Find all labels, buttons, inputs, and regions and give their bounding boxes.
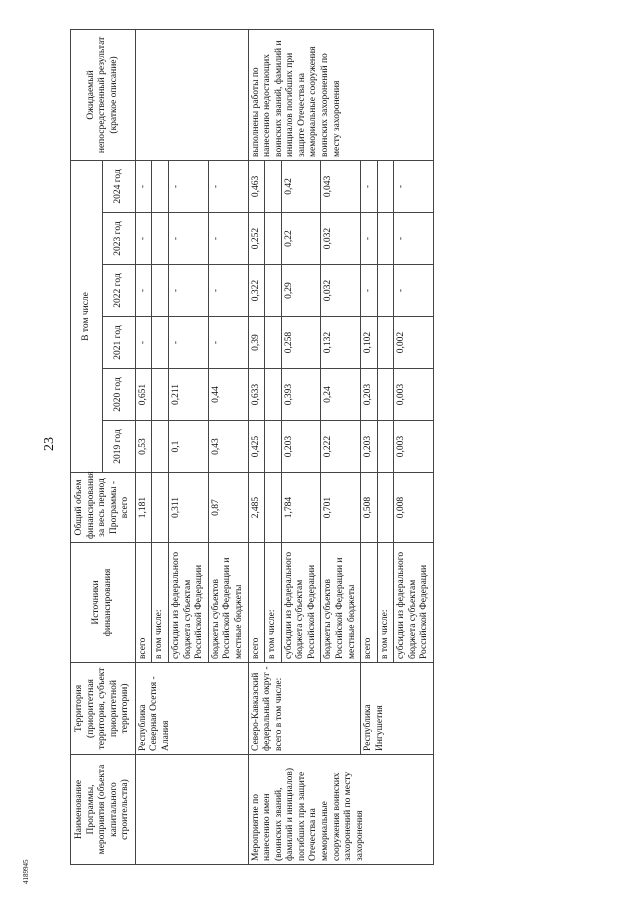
year-value [377, 369, 394, 421]
header-year: 2024 год [103, 160, 135, 212]
source-cell: в том числе: [265, 543, 282, 663]
total-cell [265, 473, 282, 543]
year-value [152, 213, 169, 265]
source-cell: всего [248, 543, 265, 663]
source-cell: всего [135, 543, 152, 663]
total-cell: 0,701 [321, 473, 361, 543]
year-value: 0,203 [281, 421, 321, 473]
year-value: - [169, 213, 209, 265]
year-value: 0,003 [394, 421, 434, 473]
year-value: 0,132 [321, 317, 361, 369]
total-cell [377, 473, 394, 543]
year-value: 0,463 [248, 160, 265, 212]
header-name: Наименование Программы, мероприятия (объекта капитального строительства) [71, 755, 136, 865]
year-value: 0,1 [169, 421, 209, 473]
year-value: - [135, 160, 152, 212]
year-value [152, 317, 169, 369]
total-cell: 0,008 [394, 473, 434, 543]
year-value: 0,032 [321, 265, 361, 317]
year-value: 0,42 [281, 160, 321, 212]
year-value: - [361, 265, 378, 317]
source-cell: бюджеты субъектов Российской Федерации и местные бюджеты [321, 543, 361, 663]
year-value [377, 265, 394, 317]
header-territory: Территория (приоритетная территория, субъект приоритетной территории) [71, 663, 136, 755]
year-value: 0,29 [281, 265, 321, 317]
year-value: 0,043 [321, 160, 361, 212]
year-value: 0,003 [394, 369, 434, 421]
source-cell: субсидии из федерального бюджета субъектам Российской Федерации [169, 543, 209, 663]
year-value: - [361, 213, 378, 265]
year-value [152, 265, 169, 317]
year-value: 0,322 [248, 265, 265, 317]
header-year: 2019 год [103, 421, 135, 473]
year-value: 0,39 [248, 317, 265, 369]
year-value: 0,032 [321, 213, 361, 265]
table-row [135, 29, 152, 864]
source-cell: в том числе: [152, 543, 169, 663]
year-value [152, 369, 169, 421]
year-value: 0,633 [248, 369, 265, 421]
year-value: - [135, 265, 152, 317]
total-cell: 1,784 [281, 473, 321, 543]
territory-cell: Республика Северная Осетия - Алания [135, 663, 248, 755]
event-cell: Мероприятие по нанесению имен (воинских званий, фамилий и инициалов) погибших при защите Отечества на мемориальные сооружения воинских захоронений по месту захоронения [248, 755, 434, 865]
header-year: 2021 год [103, 317, 135, 369]
year-value: 0,44 [208, 369, 248, 421]
page-number: 23 [42, 437, 57, 451]
header-year: 2020 год [103, 369, 135, 421]
year-value: - [394, 160, 434, 212]
result-cell: выполнены работы по нанесению недостающих воинских званий, фамилий и инициалов погибших при защите Отечества на мемориальные сооружения воинских захоронений по месту захоронения [248, 29, 434, 160]
total-cell [152, 473, 169, 543]
header-result: Ожидаемый непосредственный результат (краткое описание) [71, 29, 136, 160]
year-value: 0,53 [135, 421, 152, 473]
table-row [248, 29, 265, 864]
result-cell [135, 29, 248, 160]
year-value: 0,222 [321, 421, 361, 473]
year-value: 0,203 [361, 421, 378, 473]
year-value: 0,002 [394, 317, 434, 369]
year-value: - [208, 160, 248, 212]
year-value [377, 317, 394, 369]
year-value: 0,393 [281, 369, 321, 421]
document-code: 4189945 [22, 859, 30, 884]
source-cell: в том числе: [377, 543, 394, 663]
year-value: - [208, 213, 248, 265]
year-value [152, 421, 169, 473]
year-value [377, 213, 394, 265]
year-value: - [135, 317, 152, 369]
year-value [377, 421, 394, 473]
year-value [265, 160, 282, 212]
header-sources: Источники финансирования [71, 543, 136, 663]
total-cell: 0,311 [169, 473, 209, 543]
rotated-sheet [70, 30, 590, 865]
year-value: - [361, 160, 378, 212]
header-row [71, 29, 103, 864]
total-cell: 0,508 [361, 473, 378, 543]
header-total: Общий объем финансирования за весь период Программы - всего [71, 473, 136, 543]
header-year: 2022 год [103, 265, 135, 317]
year-value: 0,22 [281, 213, 321, 265]
source-cell: субсидии из федерального бюджета субъектам Российской Федерации [281, 543, 321, 663]
total-cell: 0,87 [208, 473, 248, 543]
year-value: 0,24 [321, 369, 361, 421]
source-cell: всего [361, 543, 378, 663]
year-value: 0,258 [281, 317, 321, 369]
year-value [265, 421, 282, 473]
year-value: 0,651 [135, 369, 152, 421]
year-value [265, 265, 282, 317]
year-value: 0,43 [208, 421, 248, 473]
year-value [377, 160, 394, 212]
year-value: - [394, 213, 434, 265]
year-value [265, 213, 282, 265]
header-in-that-number: В том числе [71, 160, 103, 472]
year-value [265, 369, 282, 421]
territory-cell: Северо-Кавказский федеральный округ - всего в том числе: [248, 663, 361, 755]
year-value [152, 160, 169, 212]
year-value: - [169, 265, 209, 317]
year-value: 0,211 [169, 369, 209, 421]
year-value: - [394, 265, 434, 317]
territory-cell: Республика Ингушетия [361, 663, 434, 755]
source-cell: бюджеты субъектов Российской Федерации и местные бюджеты [208, 543, 248, 663]
total-cell: 2,485 [248, 473, 265, 543]
header-year: 2023 год [103, 213, 135, 265]
year-value: 0,102 [361, 317, 378, 369]
year-value: 0,425 [248, 421, 265, 473]
source-cell: субсидии из федерального бюджета субъектам Российской Федерации [394, 543, 434, 663]
year-value: - [135, 213, 152, 265]
total-cell: 1,181 [135, 473, 152, 543]
event-cell [135, 755, 248, 865]
year-value: - [169, 317, 209, 369]
year-value: - [208, 317, 248, 369]
year-value [265, 317, 282, 369]
year-value: - [208, 265, 248, 317]
year-value: 0,252 [248, 213, 265, 265]
financing-table [70, 29, 434, 865]
year-value: - [169, 160, 209, 212]
year-value: 0,203 [361, 369, 378, 421]
